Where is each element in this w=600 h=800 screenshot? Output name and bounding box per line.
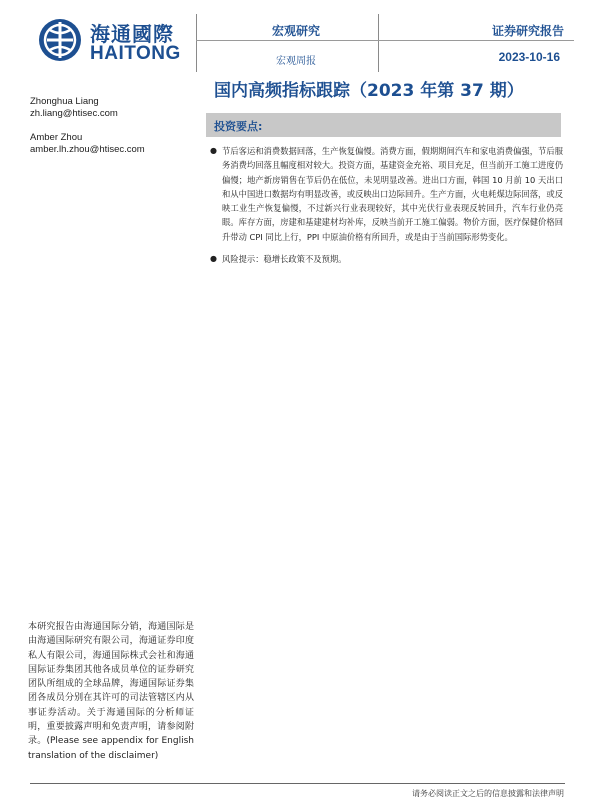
key-point-item — [208, 144, 563, 244]
author-list — [30, 96, 145, 156]
report-title: 国内高频指标跟踪（2023 年第 37 期） — [214, 81, 524, 101]
header-divider — [196, 14, 197, 72]
section-title: 投资要点: — [214, 120, 263, 133]
haitong-logo — [38, 18, 188, 64]
report-type: 证券研究报告 — [492, 24, 565, 38]
logo-text-en: HAITONG — [90, 43, 181, 64]
author-email[interactable]: zh.liang@htisec.com — [30, 108, 118, 119]
section-header — [206, 113, 561, 137]
key-point-text: 风险提示：稳增长政策不及预期。 — [222, 254, 347, 265]
logo-text-cn: 海通國際 — [90, 22, 174, 46]
key-point-text: 节后客运和消费数据回落，生产恢复偏慢。消费方面，假期期间汽车和家电消费偏强，节后服务消费均回落且幅度相对较大。投资方面，基建资金充裕、项目充足，但当前开工施工进度仍偏慢；地产新房销售在节后仍在低位，未见明显改善。进出口方面，韩国 10 月前 10 天出口和从中国进口数据均有明显改善，或反映出口边际回升。生产方面，火电耗煤边际回落，或反映工业生产恢复偏慢，不过新兴行业表现较好，其中光伏行业表现反转回升，汽车行业仍亮眼。库存方面，房建和基建建材均补库，反映当前开工施工偏弱。物价方面，医疗保健价格回升带动 CPI 同比上行，PPI 中原油价格有所回升，或是由于当前国际形势变化。 — [222, 146, 563, 242]
report-category: 宏观研究 — [272, 24, 321, 38]
bullet-icon: ● — [210, 146, 217, 155]
author-email[interactable]: amber.lh.zhou@htisec.com — [30, 144, 145, 155]
key-points-list — [208, 144, 563, 266]
report-date: 2023-10-16 — [498, 50, 560, 64]
footer-rule — [30, 783, 565, 784]
author-name: Amber Zhou — [30, 132, 83, 143]
haitong-logo-icon — [38, 18, 82, 62]
header-divider — [378, 14, 379, 72]
report-subcategory: 宏观周报 — [276, 56, 316, 67]
key-point-item — [208, 252, 563, 266]
author-name: Zhonghua Liang — [30, 96, 99, 107]
disclaimer-text: 本研究报告由海通国际分销，海通国际是由海通国际研究有限公司，海通证券印度私人有限公司，海通国际株式会社和海通国际证券集团其他各成员单位的证券研究团队所组成的全球品牌，海通国际证券集团各成员分别在其许可的司法管辖区内从事证券活动。关于海通国际的分析师证明，重要披露声明和免责声明，请参阅附录。(Please see appendix for English translation of the disclaimer) — [28, 622, 194, 761]
footer-note: 请务必阅读正文之后的信息披露和法律声明 — [412, 789, 564, 798]
header-rule — [196, 40, 574, 41]
bullet-icon: ● — [210, 254, 217, 264]
